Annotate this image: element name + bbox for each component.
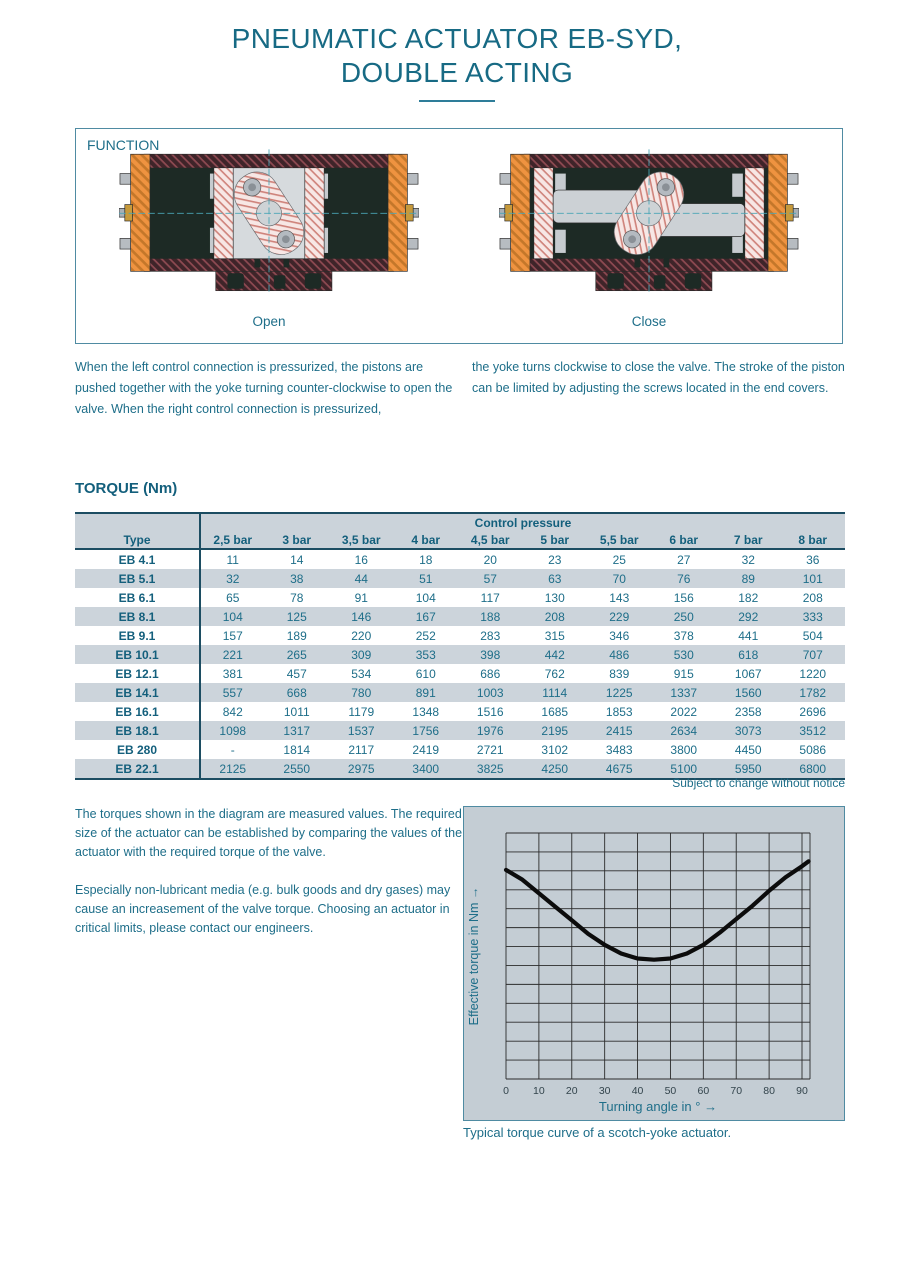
table-cell: 157 bbox=[222, 628, 243, 643]
table-cell: 1537 bbox=[329, 721, 394, 740]
table-cell: 57 bbox=[458, 569, 523, 588]
table-cell: 2975 bbox=[329, 759, 394, 779]
table-cell: 381 bbox=[222, 666, 243, 681]
torque-table-head bbox=[75, 513, 845, 549]
table-cell: 3400 bbox=[394, 759, 459, 779]
table-row bbox=[75, 626, 845, 645]
table-cell: 610 bbox=[415, 666, 436, 681]
table-cell: 2125 bbox=[200, 759, 265, 779]
table-row bbox=[75, 607, 845, 626]
torque-table bbox=[75, 512, 845, 780]
table-cell: 346 bbox=[609, 628, 630, 643]
table-cell: 1114 bbox=[523, 683, 588, 702]
table-cell: 5086 bbox=[799, 742, 827, 757]
table-cell: 1003 bbox=[458, 683, 523, 702]
table-row-type: EB 6.1 bbox=[75, 588, 200, 607]
table-cell: 3102 bbox=[541, 742, 569, 757]
table-cell: 457 bbox=[286, 666, 307, 681]
table-row bbox=[75, 549, 845, 569]
table-cell: 3512 bbox=[781, 721, 846, 740]
table-cell: 3073 bbox=[716, 721, 781, 740]
table-cell: 32 bbox=[741, 552, 755, 567]
table-cell: 353 bbox=[394, 645, 459, 664]
table-cell: 78 bbox=[290, 590, 304, 605]
table-cell: 16 bbox=[354, 552, 368, 567]
torque-table-body bbox=[75, 549, 845, 779]
torque-heading: TORQUE (Nm) bbox=[75, 480, 178, 497]
table-cell: 104 bbox=[415, 590, 436, 605]
table-cell: 486 bbox=[587, 645, 652, 664]
table-cell: 2696 bbox=[799, 704, 827, 719]
page-title-line2: DOUBLE ACTING bbox=[340, 57, 574, 88]
table-row bbox=[75, 569, 845, 588]
table-cell: 252 bbox=[415, 628, 436, 643]
table-cell: 51 bbox=[394, 569, 459, 588]
svg-text:50: 50 bbox=[664, 1085, 677, 1097]
notes-paragraph-1: The torques shown in the diagram are measured values. The required size of the actuator can be established by comparing the values of the actuator with the required torque of the valve. bbox=[75, 807, 463, 859]
table-cell: 618 bbox=[716, 645, 781, 664]
table-cell: 6800 bbox=[781, 759, 846, 779]
table-cell: 3800 bbox=[670, 742, 698, 757]
svg-text:0: 0 bbox=[503, 1085, 509, 1097]
table-cell: 3825 bbox=[458, 759, 523, 779]
table-col-header: 3 bar bbox=[265, 531, 330, 549]
table-cell: 1220 bbox=[799, 666, 827, 681]
table-cell: 146 bbox=[329, 607, 394, 626]
figure-open-caption: Open bbox=[252, 314, 286, 329]
table-cell: 2721 bbox=[476, 742, 504, 757]
table-cell: 23 bbox=[548, 552, 562, 567]
table-cell: 2419 bbox=[412, 742, 440, 757]
table-row-type: EB 10.1 bbox=[75, 645, 200, 664]
table-cell: 378 bbox=[673, 628, 694, 643]
table-cell: 2415 bbox=[587, 721, 652, 740]
table-row-type: EB 22.1 bbox=[75, 759, 200, 779]
table-cell: 1348 bbox=[412, 704, 440, 719]
table-row-type: EB 18.1 bbox=[75, 721, 200, 740]
table-cell: 292 bbox=[716, 607, 781, 626]
table-cell: 229 bbox=[587, 607, 652, 626]
table-cell: 65 bbox=[226, 590, 240, 605]
table-col-header: 7 bar bbox=[716, 531, 781, 549]
table-cell: 89 bbox=[716, 569, 781, 588]
table-cell: 839 bbox=[609, 666, 630, 681]
table-cell: 668 bbox=[265, 683, 330, 702]
table-cell: 557 bbox=[200, 683, 265, 702]
table-cell: 1782 bbox=[781, 683, 846, 702]
table-cell: 441 bbox=[738, 628, 759, 643]
table-cell: 2195 bbox=[523, 721, 588, 740]
table-cell: 220 bbox=[351, 628, 372, 643]
table-row-type: EB 16.1 bbox=[75, 702, 200, 721]
table-cell: 25 bbox=[612, 552, 626, 567]
table-cell: 309 bbox=[329, 645, 394, 664]
table-cell: 143 bbox=[609, 590, 630, 605]
table-row bbox=[75, 588, 845, 607]
table-cell: 4675 bbox=[587, 759, 652, 779]
table-cell: 130 bbox=[544, 590, 565, 605]
table-cell: 27 bbox=[677, 552, 691, 567]
actuator-close-diagram bbox=[499, 149, 799, 298]
table-cell: 780 bbox=[329, 683, 394, 702]
table-cell: 14 bbox=[290, 552, 304, 567]
table-col-header: 5,5 bar bbox=[587, 531, 652, 549]
table-cell: 398 bbox=[458, 645, 523, 664]
table-cell: 156 bbox=[673, 590, 694, 605]
table-cell: 283 bbox=[480, 628, 501, 643]
table-cell: 4250 bbox=[523, 759, 588, 779]
table-cell: 1225 bbox=[587, 683, 652, 702]
notes-paragraph-2: Especially non-lubricant media (e.g. bulk goods and dry gases) may cause an increasement of the valve torque. Choosing an actuator in critical limits, please contact our engineers. bbox=[75, 883, 451, 935]
table-corner-cell bbox=[75, 513, 200, 531]
table-row bbox=[75, 645, 845, 664]
table-cell: 167 bbox=[394, 607, 459, 626]
table-cell: 91 bbox=[354, 590, 368, 605]
page-title bbox=[0, 22, 914, 102]
table-cell: 101 bbox=[781, 569, 846, 588]
description-left-column: When the left control connection is pressurized, the pistons are pushed together with the yoke turning counter-clockwise to open the valve. When the right control connection is pressurized, bbox=[75, 360, 453, 416]
figure-close-caption: Close bbox=[631, 314, 667, 329]
table-cell: 11 bbox=[226, 552, 239, 567]
table-cell: 188 bbox=[458, 607, 523, 626]
table-row bbox=[75, 664, 845, 683]
table-cell: 3483 bbox=[605, 742, 633, 757]
torque-notes bbox=[75, 805, 467, 957]
table-col-header-type: Type bbox=[75, 531, 200, 549]
table-cell: 70 bbox=[587, 569, 652, 588]
table-footnote: Subject to change without notice bbox=[672, 776, 845, 790]
table-cell: 208 bbox=[802, 590, 823, 605]
table-cell: 891 bbox=[394, 683, 459, 702]
table-cell: 686 bbox=[480, 666, 501, 681]
table-col-header: 8 bar bbox=[781, 531, 846, 549]
table-cell: 1756 bbox=[394, 721, 459, 740]
figure-close bbox=[499, 149, 799, 329]
svg-text:30: 30 bbox=[598, 1085, 611, 1097]
svg-text:70: 70 bbox=[730, 1085, 743, 1097]
table-col-header: 4 bar bbox=[394, 531, 459, 549]
table-cell: 333 bbox=[781, 607, 846, 626]
table-cell: 76 bbox=[652, 569, 717, 588]
table-cell: 2117 bbox=[348, 742, 375, 757]
table-row-type: EB 8.1 bbox=[75, 607, 200, 626]
table-cell: 44 bbox=[329, 569, 394, 588]
table-cell: 1814 bbox=[283, 742, 311, 757]
table-cell: 442 bbox=[523, 645, 588, 664]
table-col-header: 5 bar bbox=[523, 531, 588, 549]
table-cell: 250 bbox=[652, 607, 717, 626]
table-cell: 63 bbox=[523, 569, 588, 588]
table-cell: 842 bbox=[222, 704, 243, 719]
table-row bbox=[75, 740, 845, 759]
table-row-type: EB 280 bbox=[75, 740, 200, 759]
title-underline bbox=[419, 100, 495, 102]
table-cell: - bbox=[230, 742, 235, 757]
table-group-header: Control pressure bbox=[200, 513, 845, 531]
table-cell: 530 bbox=[652, 645, 717, 664]
svg-text:10: 10 bbox=[533, 1085, 545, 1097]
svg-text:40: 40 bbox=[631, 1085, 644, 1097]
table-cell: 182 bbox=[738, 590, 759, 605]
table-cell: 1317 bbox=[265, 721, 330, 740]
table-cell: 36 bbox=[806, 552, 820, 567]
svg-text:80: 80 bbox=[763, 1085, 775, 1097]
page-title-line1: PNEUMATIC ACTUATOR EB-SYD, bbox=[231, 23, 683, 54]
svg-text:20: 20 bbox=[565, 1085, 578, 1097]
table-row bbox=[75, 721, 845, 740]
table-cell: 104 bbox=[200, 607, 265, 626]
table-cell: 5100 bbox=[652, 759, 717, 779]
table-cell: 1337 bbox=[652, 683, 717, 702]
table-row bbox=[75, 683, 845, 702]
table-cell: 915 bbox=[673, 666, 694, 681]
table-cell: 1560 bbox=[716, 683, 781, 702]
table-cell: 5950 bbox=[716, 759, 781, 779]
torque-curve-panel bbox=[463, 806, 845, 1121]
table-cell: 1179 bbox=[348, 704, 375, 719]
table-cell: 1976 bbox=[458, 721, 523, 740]
table-row-type: EB 5.1 bbox=[75, 569, 200, 588]
function-label: FUNCTION bbox=[87, 137, 160, 153]
table-col-header: 2,5 bar bbox=[200, 531, 265, 549]
table-row-type: EB 14.1 bbox=[75, 683, 200, 702]
svg-text:90: 90 bbox=[796, 1085, 808, 1097]
table-cell: 762 bbox=[544, 666, 565, 681]
description-right-column: the yoke turns clockwise to close the valve. The stroke of the piston can be limited by adjusting the screws located in the end covers. bbox=[472, 360, 845, 395]
table-cell: 707 bbox=[781, 645, 846, 664]
svg-text:Effective torque in Nm →: Effective torque in Nm → bbox=[467, 886, 481, 1026]
table-row-type: EB 9.1 bbox=[75, 626, 200, 645]
function-box bbox=[75, 128, 843, 344]
table-row bbox=[75, 702, 845, 721]
table-col-header: 6 bar bbox=[652, 531, 717, 549]
table-cell: 315 bbox=[544, 628, 565, 643]
table-cell: 20 bbox=[483, 552, 497, 567]
table-cell: 1685 bbox=[541, 704, 569, 719]
table-cell: 504 bbox=[802, 628, 823, 643]
table-cell: 2358 bbox=[734, 704, 762, 719]
actuator-open-diagram bbox=[119, 149, 419, 298]
table-row-type: EB 4.1 bbox=[75, 549, 200, 569]
table-cell: 32 bbox=[200, 569, 265, 588]
function-figures bbox=[76, 149, 842, 329]
figure-open bbox=[119, 149, 419, 329]
table-cell: 117 bbox=[480, 590, 500, 605]
table-row-type: EB 12.1 bbox=[75, 664, 200, 683]
table-cell: 2550 bbox=[265, 759, 330, 779]
table-cell: 1098 bbox=[200, 721, 265, 740]
table-cell: 265 bbox=[265, 645, 330, 664]
table-cell: 1011 bbox=[283, 704, 310, 719]
table-cell: 2022 bbox=[670, 704, 698, 719]
table-cell: 38 bbox=[265, 569, 330, 588]
table-cell: 1853 bbox=[605, 704, 633, 719]
table-cell: 534 bbox=[351, 666, 372, 681]
svg-text:Turning angle in ° →: Turning angle in ° → bbox=[598, 1099, 718, 1114]
table-col-header: 4,5 bar bbox=[458, 531, 523, 549]
table-cell: 4450 bbox=[734, 742, 762, 757]
torque-curve-chart bbox=[464, 807, 844, 1120]
table-cell: 221 bbox=[200, 645, 265, 664]
table-cell: 18 bbox=[419, 552, 433, 567]
svg-text:60: 60 bbox=[697, 1085, 710, 1097]
table-cell: 208 bbox=[523, 607, 588, 626]
table-cell: 1067 bbox=[734, 666, 762, 681]
table-col-header: 3,5 bar bbox=[329, 531, 394, 549]
table-cell: 2634 bbox=[652, 721, 717, 740]
table-cell: 189 bbox=[286, 628, 307, 643]
table-cell: 125 bbox=[265, 607, 330, 626]
chart-caption: Typical torque curve of a scotch-yoke actuator. bbox=[463, 1125, 732, 1140]
table-cell: 1516 bbox=[476, 704, 504, 719]
